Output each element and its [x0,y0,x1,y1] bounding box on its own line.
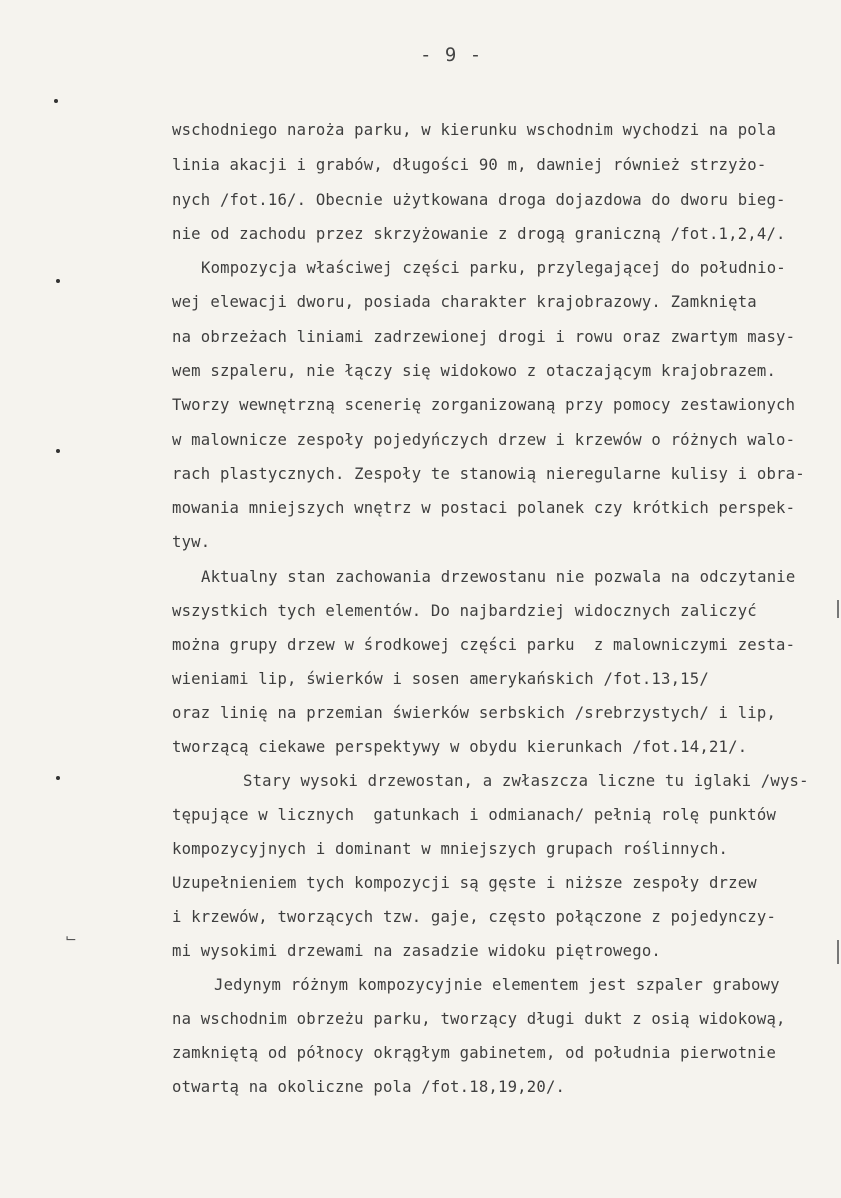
text-line: wieniami lip, świerków i sosen amerykańskich /fot.13,15/ [172,670,709,688]
text-line: w malownicze zespoły pojedyńczych drzew i krzewów o różnych walo- [172,431,796,449]
text-line: Jedynym różnym kompozycyjnie elementem jest szpaler grabowy [214,976,780,994]
text-line: tępujące w licznych gatunkach i odmianach/ pełnią rolę punktów [172,806,777,824]
text-line: mi wysokimi drzewami na zasadzie widoku piętrowego. [172,942,661,960]
page-number: - 9 - [420,44,483,66]
text-line: wej elewacji dworu, posiada charakter krajobrazowy. Zamknięta [172,293,757,311]
margin-dot [54,99,58,103]
text-line: zamkniętą od północy okrągłym gabinetem, od południa pierwotnie [172,1044,777,1062]
text-line: otwartą na okoliczne pola /fot.18,19,20/. [172,1078,566,1096]
text-line: można grupy drzew w środkowej części parku z malowniczymi zesta- [172,636,796,654]
text-line: na wschodnim obrzeżu parku, tworzący długi dukt z osią widokową, [172,1010,786,1028]
margin-dot [56,776,60,780]
text-line: wschodniego naroża parku, w kierunku wschodnim wychodzi na pola [172,121,777,139]
text-line: kompozycyjnych i dominant w mniejszych grupach roślinnych. [172,840,729,858]
margin-dot [56,449,60,453]
margin-dot [56,279,60,283]
text-line: nych /fot.16/. Obecnie użytkowana droga dojazdowa do dworu bieg- [172,191,786,209]
edge-mark [837,600,839,618]
text-line: Tworzy wewnętrzną scenerię zorganizowaną przy pomocy zestawionych [172,396,796,414]
edge-mark [837,940,839,964]
text-line: wem szpaleru, nie łączy się widokowo z otaczającym krajobrazem. [172,362,777,380]
text-line: oraz linię na przemian świerków serbskich /srebrzystych/ i lip, [172,704,777,722]
text-line: na obrzeżach liniami zadrzewionej drogi i rowu oraz zwartym masy- [172,328,796,346]
text-line: Kompozycja właściwej części parku, przylegającej do południo- [201,259,786,277]
text-line: Stary wysoki drzewostan, a zwłaszcza liczne tu iglaki /wys- [243,772,809,790]
text-line: tworzącą ciekawe perspektywy w obydu kierunkach /fot.14,21/. [172,738,748,756]
text-line: tyw. [172,533,211,551]
text-line: nie od zachodu przez skrzyżowanie z drogą graniczną /fot.1,2,4/. [172,225,786,243]
text-line: rach plastycznych. Zespoły te stanowią nieregularne kulisy i obra- [172,465,805,483]
text-line: Uzupełnieniem tych kompozycji są gęste i niższe zespoły drzew [172,874,757,892]
margin-tick: ¬ [65,930,77,946]
text-line: i krzewów, tworzących tzw. gaje, często połączone z pojedynczy- [172,908,777,926]
text-line: linia akacji i grabów, długości 90 m, dawniej również strzyżo- [172,156,767,174]
text-line: mowania mniejszych wnętrz w postaci polanek czy krótkich perspek- [172,499,796,517]
text-line: wszystkich tych elementów. Do najbardziej widocznych zaliczyć [172,602,757,620]
text-line: Aktualny stan zachowania drzewostanu nie pozwala na odczytanie [201,568,796,586]
